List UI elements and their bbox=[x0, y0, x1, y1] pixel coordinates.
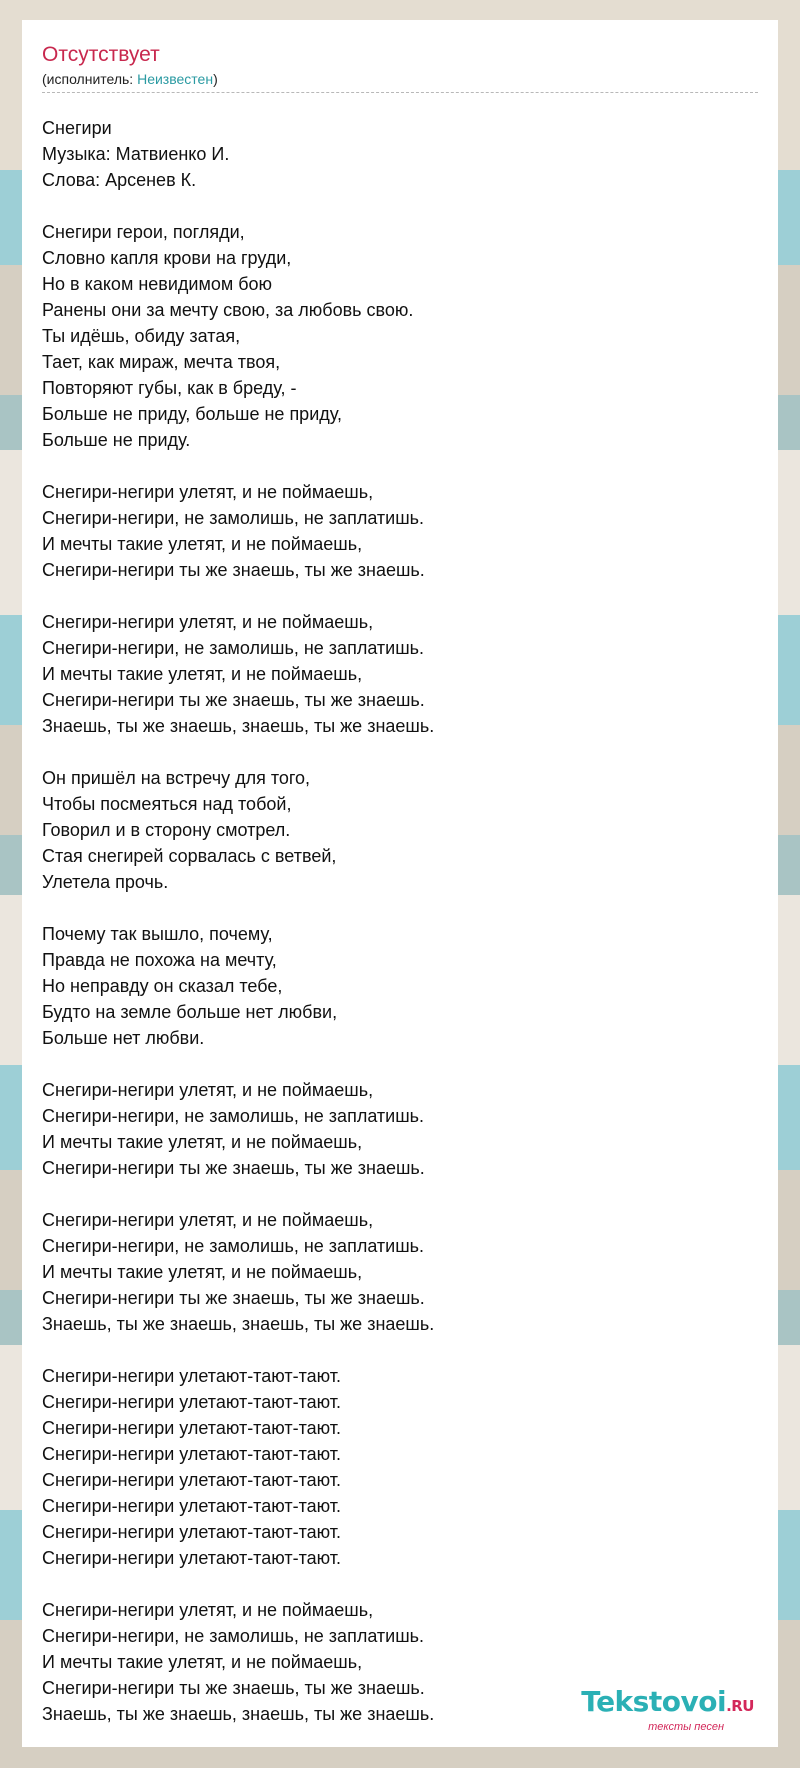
lyric-line: И мечты такие улетят, и не поймаешь, bbox=[42, 534, 363, 554]
lyrics-text bbox=[42, 115, 758, 1727]
performer-link[interactable]: Неизвестен bbox=[137, 71, 214, 87]
song-title: Отсутствует bbox=[42, 43, 160, 66]
lyric-line: Снегири-негири, не замолишь, не заплатишь. bbox=[42, 638, 425, 658]
lyric-line: И мечты такие улетят, и не поймаешь, bbox=[42, 1132, 363, 1152]
lyric-line: Почему так вышло, почему, bbox=[42, 924, 273, 944]
lyric-line: Снегири герои, погляди, bbox=[42, 222, 245, 242]
stanza-gap bbox=[42, 583, 758, 609]
lyric-line: Снегири-негири улетают-тают-тают. bbox=[42, 1418, 341, 1438]
lyric-line: Ранены они за мечту свою, за любовь свою. bbox=[42, 300, 414, 320]
lyric-line: Снегири-негири улетят, и не поймаешь, bbox=[42, 1080, 374, 1100]
stanza-gap bbox=[42, 193, 758, 219]
stanza-gap bbox=[42, 1337, 758, 1363]
logo-tld: .RU bbox=[726, 1697, 754, 1715]
lyric-line: Снегири-негири улетят, и не поймаешь, bbox=[42, 1600, 374, 1620]
lyric-line: Ты идёшь, обиду затая, bbox=[42, 326, 241, 346]
performer-prefix: (исполнитель: bbox=[42, 71, 138, 87]
logo-name: Tekstovoi bbox=[581, 1685, 727, 1718]
lyric-line: Снегири-негири улетают-тают-тают. bbox=[42, 1444, 341, 1464]
lyric-line: Снегири-негири улетают-тают-тают. bbox=[42, 1470, 341, 1490]
lyric-line: Но неправду он сказал тебе, bbox=[42, 976, 283, 996]
lyric-line: Снегири-негири улетят, и не поймаешь, bbox=[42, 612, 374, 632]
lyric-line: Снегири-негири улетают-тают-тают. bbox=[42, 1548, 341, 1568]
lyric-line: Снегири-негири ты же знаешь, ты же знаешь. bbox=[42, 560, 425, 580]
lyric-line: Словно капля крови на груди, bbox=[42, 248, 292, 268]
lyric-line: Снегири-негири улетают-тают-тают. bbox=[42, 1496, 341, 1516]
lyric-line: Говорил и в сторону смотрел. bbox=[42, 820, 291, 840]
lyric-line: Снегири-негири ты же знаешь, ты же знаешь. bbox=[42, 1288, 425, 1308]
header-divider bbox=[42, 92, 758, 93]
lyrics-card bbox=[22, 20, 778, 1747]
stanza-gap bbox=[42, 1571, 758, 1597]
lyric-line: Он пришёл на встречу для того, bbox=[42, 768, 311, 788]
lyric-line: Больше не приду. bbox=[42, 430, 191, 450]
lyric-line: Улетела прочь. bbox=[42, 872, 169, 892]
lyric-line: Снегири-негири улетают-тают-тают. bbox=[42, 1366, 341, 1386]
performer-suffix: ) bbox=[213, 71, 218, 87]
stanza-gap bbox=[42, 739, 758, 765]
lyric-line: Снегири-негири, не замолишь, не заплатишь. bbox=[42, 1626, 425, 1646]
lyric-line: Снегири-негири улетят, и не поймаешь, bbox=[42, 482, 374, 502]
lyric-line: Снегири-негири, не замолишь, не заплатишь. bbox=[42, 508, 425, 528]
performer-line bbox=[42, 70, 758, 88]
lyric-line: Снегири-негири улетают-тают-тают. bbox=[42, 1522, 341, 1542]
lyric-line: Тает, как мираж, мечта твоя, bbox=[42, 352, 281, 372]
lyric-line: Стая снегирей сорвалась с ветвей, bbox=[42, 846, 337, 866]
lyric-line: Снегири-негири ты же знаешь, ты же знаешь. bbox=[42, 690, 425, 710]
lyric-line: Чтобы посмеяться над тобой, bbox=[42, 794, 292, 814]
lyric-line: И мечты такие улетят, и не поймаешь, bbox=[42, 1652, 363, 1672]
lyric-line: Знаешь, ты же знаешь, знаешь, ты же знаешь. bbox=[42, 1314, 435, 1334]
lyric-line: Снегири-негири, не замолишь, не заплатишь. bbox=[42, 1236, 425, 1256]
lyric-line: Правда не похожа на мечту, bbox=[42, 950, 277, 970]
stanza-gap bbox=[42, 453, 758, 479]
logo-tagline: тексты песен bbox=[648, 1721, 724, 1733]
stanza-gap bbox=[42, 895, 758, 921]
lyric-line: Больше не приду, больше не приду, bbox=[42, 404, 342, 424]
lyric-line: Снегири bbox=[42, 118, 112, 138]
lyric-line: Музыка: Матвиенко И. bbox=[42, 144, 230, 164]
lyric-line: Слова: Арсенев К. bbox=[42, 170, 197, 190]
stanza-gap bbox=[42, 1181, 758, 1207]
site-logo[interactable] bbox=[581, 1687, 754, 1733]
lyric-line: Знаешь, ты же знаешь, знаешь, ты же знаешь. bbox=[42, 716, 435, 736]
lyric-line: Снегири-негири ты же знаешь, ты же знаешь. bbox=[42, 1678, 425, 1698]
lyric-line: Но в каком невидимом бою bbox=[42, 274, 273, 294]
lyric-line: Повторяют губы, как в бреду, - bbox=[42, 378, 297, 398]
lyric-line: Снегири-негири улетят, и не поймаешь, bbox=[42, 1210, 374, 1230]
lyric-line: Снегири-негири ты же знаешь, ты же знаешь. bbox=[42, 1158, 425, 1178]
stanza-gap bbox=[42, 1051, 758, 1077]
lyric-line: Знаешь, ты же знаешь, знаешь, ты же знаешь. bbox=[42, 1704, 435, 1724]
lyric-line: И мечты такие улетят, и не поймаешь, bbox=[42, 664, 363, 684]
lyric-line: Снегири-негири, не замолишь, не заплатишь. bbox=[42, 1106, 425, 1126]
lyric-line: Снегири-негири улетают-тают-тают. bbox=[42, 1392, 341, 1412]
lyric-line: Больше нет любви. bbox=[42, 1028, 205, 1048]
lyric-line: И мечты такие улетят, и не поймаешь, bbox=[42, 1262, 363, 1282]
lyric-line: Будто на земле больше нет любви, bbox=[42, 1002, 338, 1022]
song-header bbox=[42, 42, 758, 88]
